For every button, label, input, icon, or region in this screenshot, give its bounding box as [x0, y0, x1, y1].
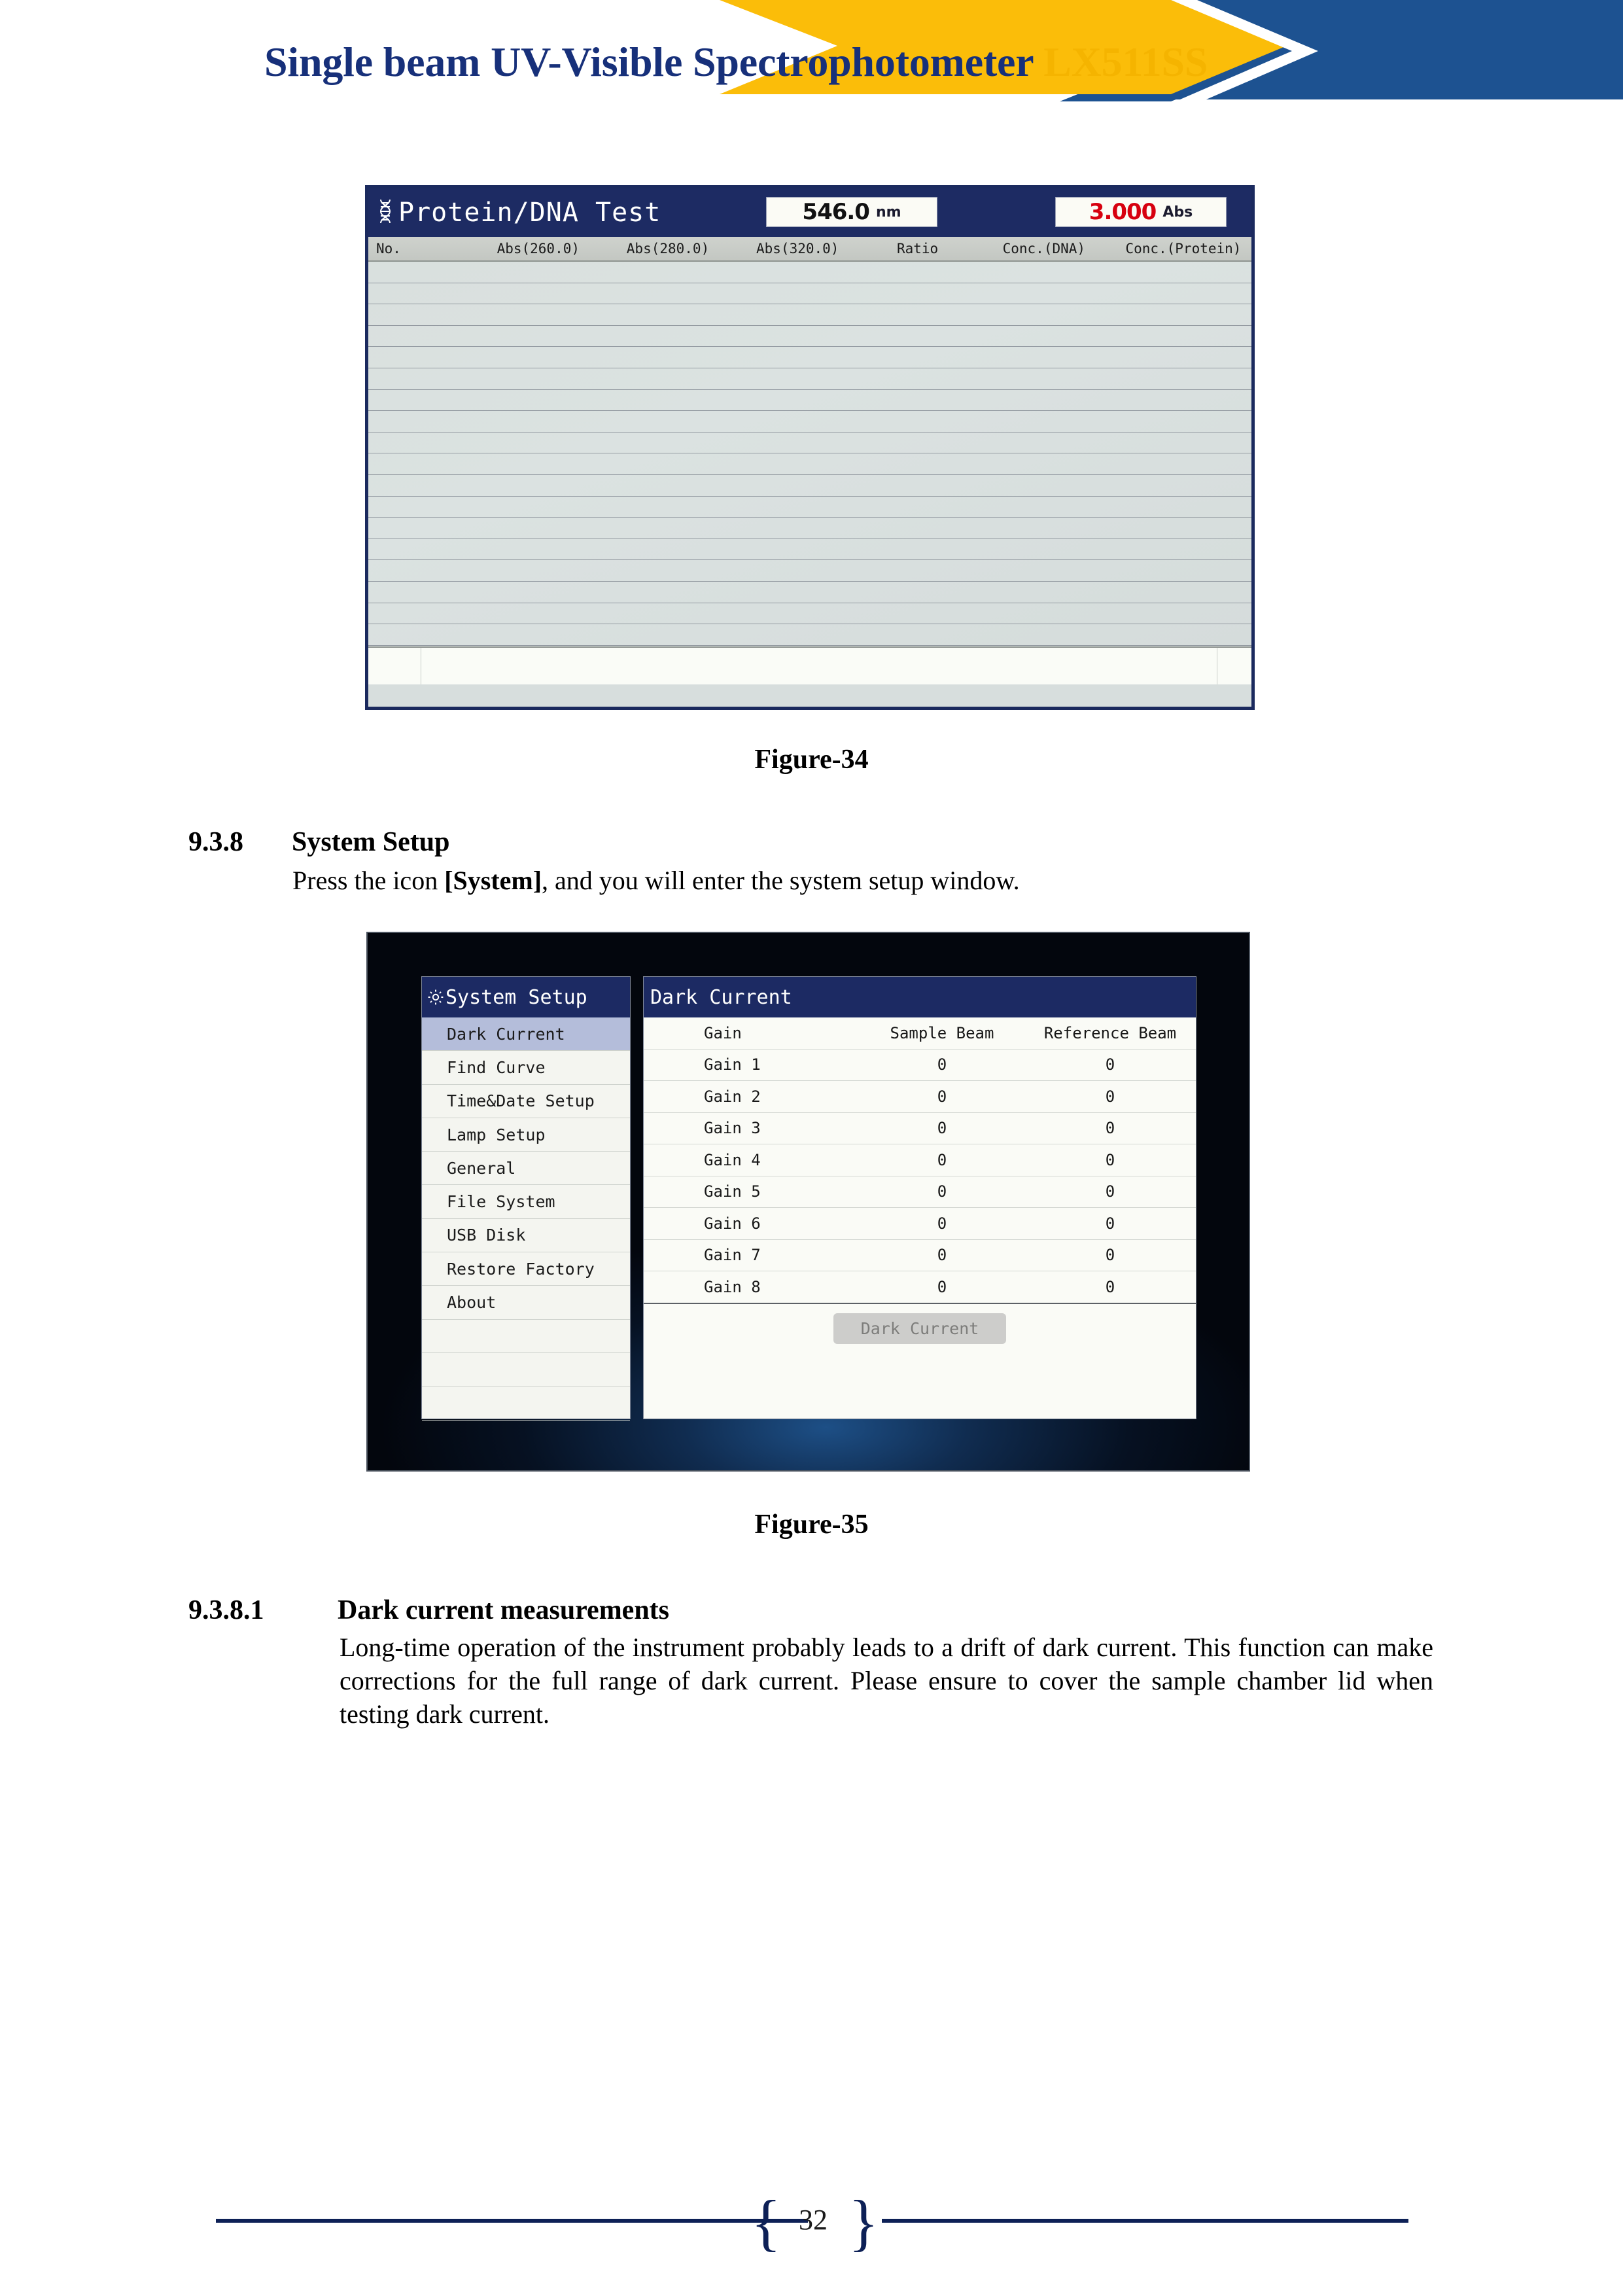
- figure-35-device-screen: [366, 932, 1250, 1472]
- reference-beam-column-header: Reference Beam: [1024, 1017, 1196, 1049]
- sample-beam-cell: 0: [860, 1049, 1024, 1081]
- table-row[interactable]: [644, 1144, 1196, 1176]
- column-header-abs260: Abs(260.0): [497, 241, 580, 256]
- page-number: 32: [799, 2204, 828, 2236]
- sidebar-item-about[interactable]: [422, 1286, 630, 1319]
- table-row[interactable]: [368, 475, 1251, 497]
- dark-current-panel: [643, 976, 1196, 1419]
- heading-9-3-8: [188, 826, 450, 858]
- paragraph-9-3-8-1: Long-time operation of the instrument probably leads to a drift of dark current. This function can make corrections for the full range of dark current. Please ensure to cover the sample chamber lid when testing dark current.: [340, 1633, 1433, 1729]
- sample-beam-cell: 0: [860, 1239, 1024, 1271]
- sidebar-item-dark-current[interactable]: [422, 1017, 630, 1051]
- table-row[interactable]: [368, 390, 1251, 412]
- table-row[interactable]: [644, 1112, 1196, 1144]
- footer-brace-right: }: [848, 2187, 879, 2257]
- table-row[interactable]: [368, 326, 1251, 347]
- reference-beam-cell: 0: [1024, 1049, 1196, 1081]
- table-row[interactable]: [368, 582, 1251, 603]
- table-row[interactable]: [644, 1176, 1196, 1208]
- table-row[interactable]: [368, 347, 1251, 368]
- column-header-abs280: Abs(280.0): [626, 241, 710, 256]
- gain-label-cell: Gain 2: [644, 1081, 860, 1113]
- device-status-bar: [368, 646, 1251, 684]
- sidebar-item-file-system[interactable]: [422, 1185, 630, 1218]
- sidebar-title-label: System Setup: [445, 985, 587, 1009]
- device-screen-title: Protein/DNA Test: [398, 198, 661, 228]
- reference-beam-cell: 0: [1024, 1112, 1196, 1144]
- absorbance-readout: [1055, 197, 1227, 227]
- heading-9-3-8-1: [188, 1595, 669, 1626]
- gain-table-header-row: [644, 1017, 1196, 1049]
- sample-beam-cell: 0: [860, 1112, 1024, 1144]
- wavelength-unit: nm: [875, 203, 901, 221]
- heading-9-3-8-title: System Setup: [292, 827, 450, 857]
- gain-label-cell: Gain 1: [644, 1049, 860, 1081]
- gain-label-cell: Gain 6: [644, 1208, 860, 1240]
- gain-label-cell: Gain 3: [644, 1112, 860, 1144]
- table-row[interactable]: [368, 411, 1251, 433]
- gain-label-cell: Gain 5: [644, 1176, 860, 1208]
- paragraph-9-3-8-bold: [System]: [444, 866, 542, 895]
- gain-table: [644, 1017, 1196, 1304]
- reference-beam-cell: 0: [1024, 1239, 1196, 1271]
- sidebar-item-label: Lamp Setup: [447, 1125, 546, 1144]
- sidebar-item-label: Time&Date Setup: [447, 1091, 595, 1111]
- absorbance-value: 3.000: [1089, 199, 1157, 225]
- table-row[interactable]: [644, 1081, 1196, 1113]
- column-header-no: No.: [376, 241, 401, 256]
- gain-label-cell: Gain 8: [644, 1271, 860, 1303]
- sidebar-item-blank: [422, 1386, 630, 1420]
- sample-beam-cell: 0: [860, 1208, 1024, 1240]
- dark-current-button[interactable]: Dark Current: [833, 1313, 1007, 1344]
- table-row[interactable]: [368, 560, 1251, 582]
- table-row[interactable]: [368, 368, 1251, 390]
- table-row[interactable]: [368, 453, 1251, 475]
- dark-current-panel-title: Dark Current: [644, 977, 1196, 1017]
- results-table-body[interactable]: [368, 262, 1251, 646]
- page-title-model: LX511SS: [1043, 39, 1208, 85]
- reference-beam-cell: 0: [1024, 1144, 1196, 1176]
- system-setup-menu[interactable]: [422, 1017, 630, 1421]
- column-header-ratio: Ratio: [896, 241, 939, 256]
- footer-rule-right: [882, 2219, 1408, 2223]
- page-title-main: Single beam UV-Visible Spectrophotometer: [264, 39, 1044, 85]
- paragraph-9-3-8-before: Press the icon: [292, 866, 445, 895]
- heading-9-3-8-number: 9.3.8: [188, 827, 243, 857]
- sidebar-item-label: Restore Factory: [447, 1259, 595, 1279]
- page-title: [264, 38, 1208, 86]
- footer-brace-left: {: [751, 2187, 782, 2257]
- footer-rule-left: [216, 2219, 808, 2223]
- dark-current-button-row: [644, 1313, 1196, 1344]
- heading-9-3-8-1-number: 9.3.8.1: [188, 1595, 264, 1625]
- reference-beam-cell: 0: [1024, 1208, 1196, 1240]
- table-row[interactable]: [644, 1049, 1196, 1081]
- wavelength-value: 546.0: [802, 199, 869, 225]
- absorbance-unit: Abs: [1162, 203, 1193, 221]
- table-row[interactable]: [368, 262, 1251, 283]
- wavelength-readout: [766, 197, 937, 227]
- sample-beam-column-header: Sample Beam: [860, 1017, 1024, 1049]
- gain-label-cell: Gain 4: [644, 1144, 860, 1176]
- sidebar-item-label: USB Disk: [447, 1226, 526, 1245]
- reference-beam-cell: 0: [1024, 1176, 1196, 1208]
- figure-34-device-screen: [365, 185, 1255, 710]
- gain-label-cell: Gain 7: [644, 1239, 860, 1271]
- sidebar-item-label: Dark Current: [447, 1024, 565, 1044]
- column-header-conc-protein: Conc.(Protein): [1125, 241, 1242, 256]
- column-header-conc-dna: Conc.(DNA): [1002, 241, 1086, 256]
- table-row[interactable]: [368, 497, 1251, 518]
- device-title-bar: [368, 188, 1251, 237]
- status-cell-left: [368, 648, 421, 684]
- gain-column-header: Gain: [644, 1017, 860, 1049]
- sidebar-item-general[interactable]: [422, 1152, 630, 1185]
- column-header-abs320: Abs(320.0): [756, 241, 839, 256]
- sidebar-item-label: File System: [447, 1192, 555, 1212]
- sidebar-item-blank: [422, 1353, 630, 1386]
- status-cell-center: [421, 648, 1217, 684]
- sample-beam-cell: 0: [860, 1176, 1024, 1208]
- table-row[interactable]: [368, 283, 1251, 305]
- sidebar-item-label: General: [447, 1158, 516, 1178]
- table-row[interactable]: [368, 624, 1251, 646]
- table-row[interactable]: [368, 433, 1251, 454]
- table-row[interactable]: [644, 1239, 1196, 1271]
- table-row[interactable]: [368, 518, 1251, 539]
- results-table-header: [368, 237, 1251, 262]
- page-footer: [0, 2187, 1623, 2257]
- paragraph-9-3-8: [292, 864, 1470, 897]
- sidebar-item-label: Find Curve: [447, 1057, 546, 1077]
- sample-beam-cell: 0: [860, 1081, 1024, 1113]
- table-row[interactable]: [368, 304, 1251, 326]
- system-setup-sidebar: [421, 976, 631, 1419]
- system-setup-sidebar-title: [422, 977, 630, 1017]
- figure-35-caption: Figure-35: [754, 1510, 869, 1540]
- table-row[interactable]: [368, 539, 1251, 561]
- heading-9-3-8-1-title: Dark current measurements: [338, 1595, 670, 1625]
- table-row[interactable]: [644, 1271, 1196, 1303]
- dna-helix-icon: [377, 198, 393, 227]
- sidebar-item-usb-disk[interactable]: [422, 1219, 630, 1252]
- reference-beam-cell: 0: [1024, 1081, 1196, 1113]
- sidebar-item-time-date-setup[interactable]: [422, 1085, 630, 1118]
- status-cell-right: [1217, 648, 1251, 684]
- gear-icon: [427, 989, 444, 1006]
- sample-beam-cell: 0: [860, 1271, 1024, 1303]
- sample-beam-cell: 0: [860, 1144, 1024, 1176]
- page-header: [0, 0, 1623, 131]
- paragraph-9-3-8-after: , and you will enter the system setup window.: [542, 866, 1020, 895]
- table-row[interactable]: [644, 1208, 1196, 1240]
- sidebar-item-blank: [422, 1320, 630, 1353]
- figure-34-caption: Figure-34: [754, 745, 869, 775]
- sidebar-item-lamp-setup[interactable]: [422, 1118, 630, 1152]
- sidebar-item-find-curve[interactable]: [422, 1051, 630, 1084]
- reference-beam-cell: 0: [1024, 1271, 1196, 1303]
- sidebar-item-label: About: [447, 1293, 497, 1313]
- table-row[interactable]: [368, 603, 1251, 625]
- sidebar-item-restore-factory[interactable]: [422, 1252, 630, 1286]
